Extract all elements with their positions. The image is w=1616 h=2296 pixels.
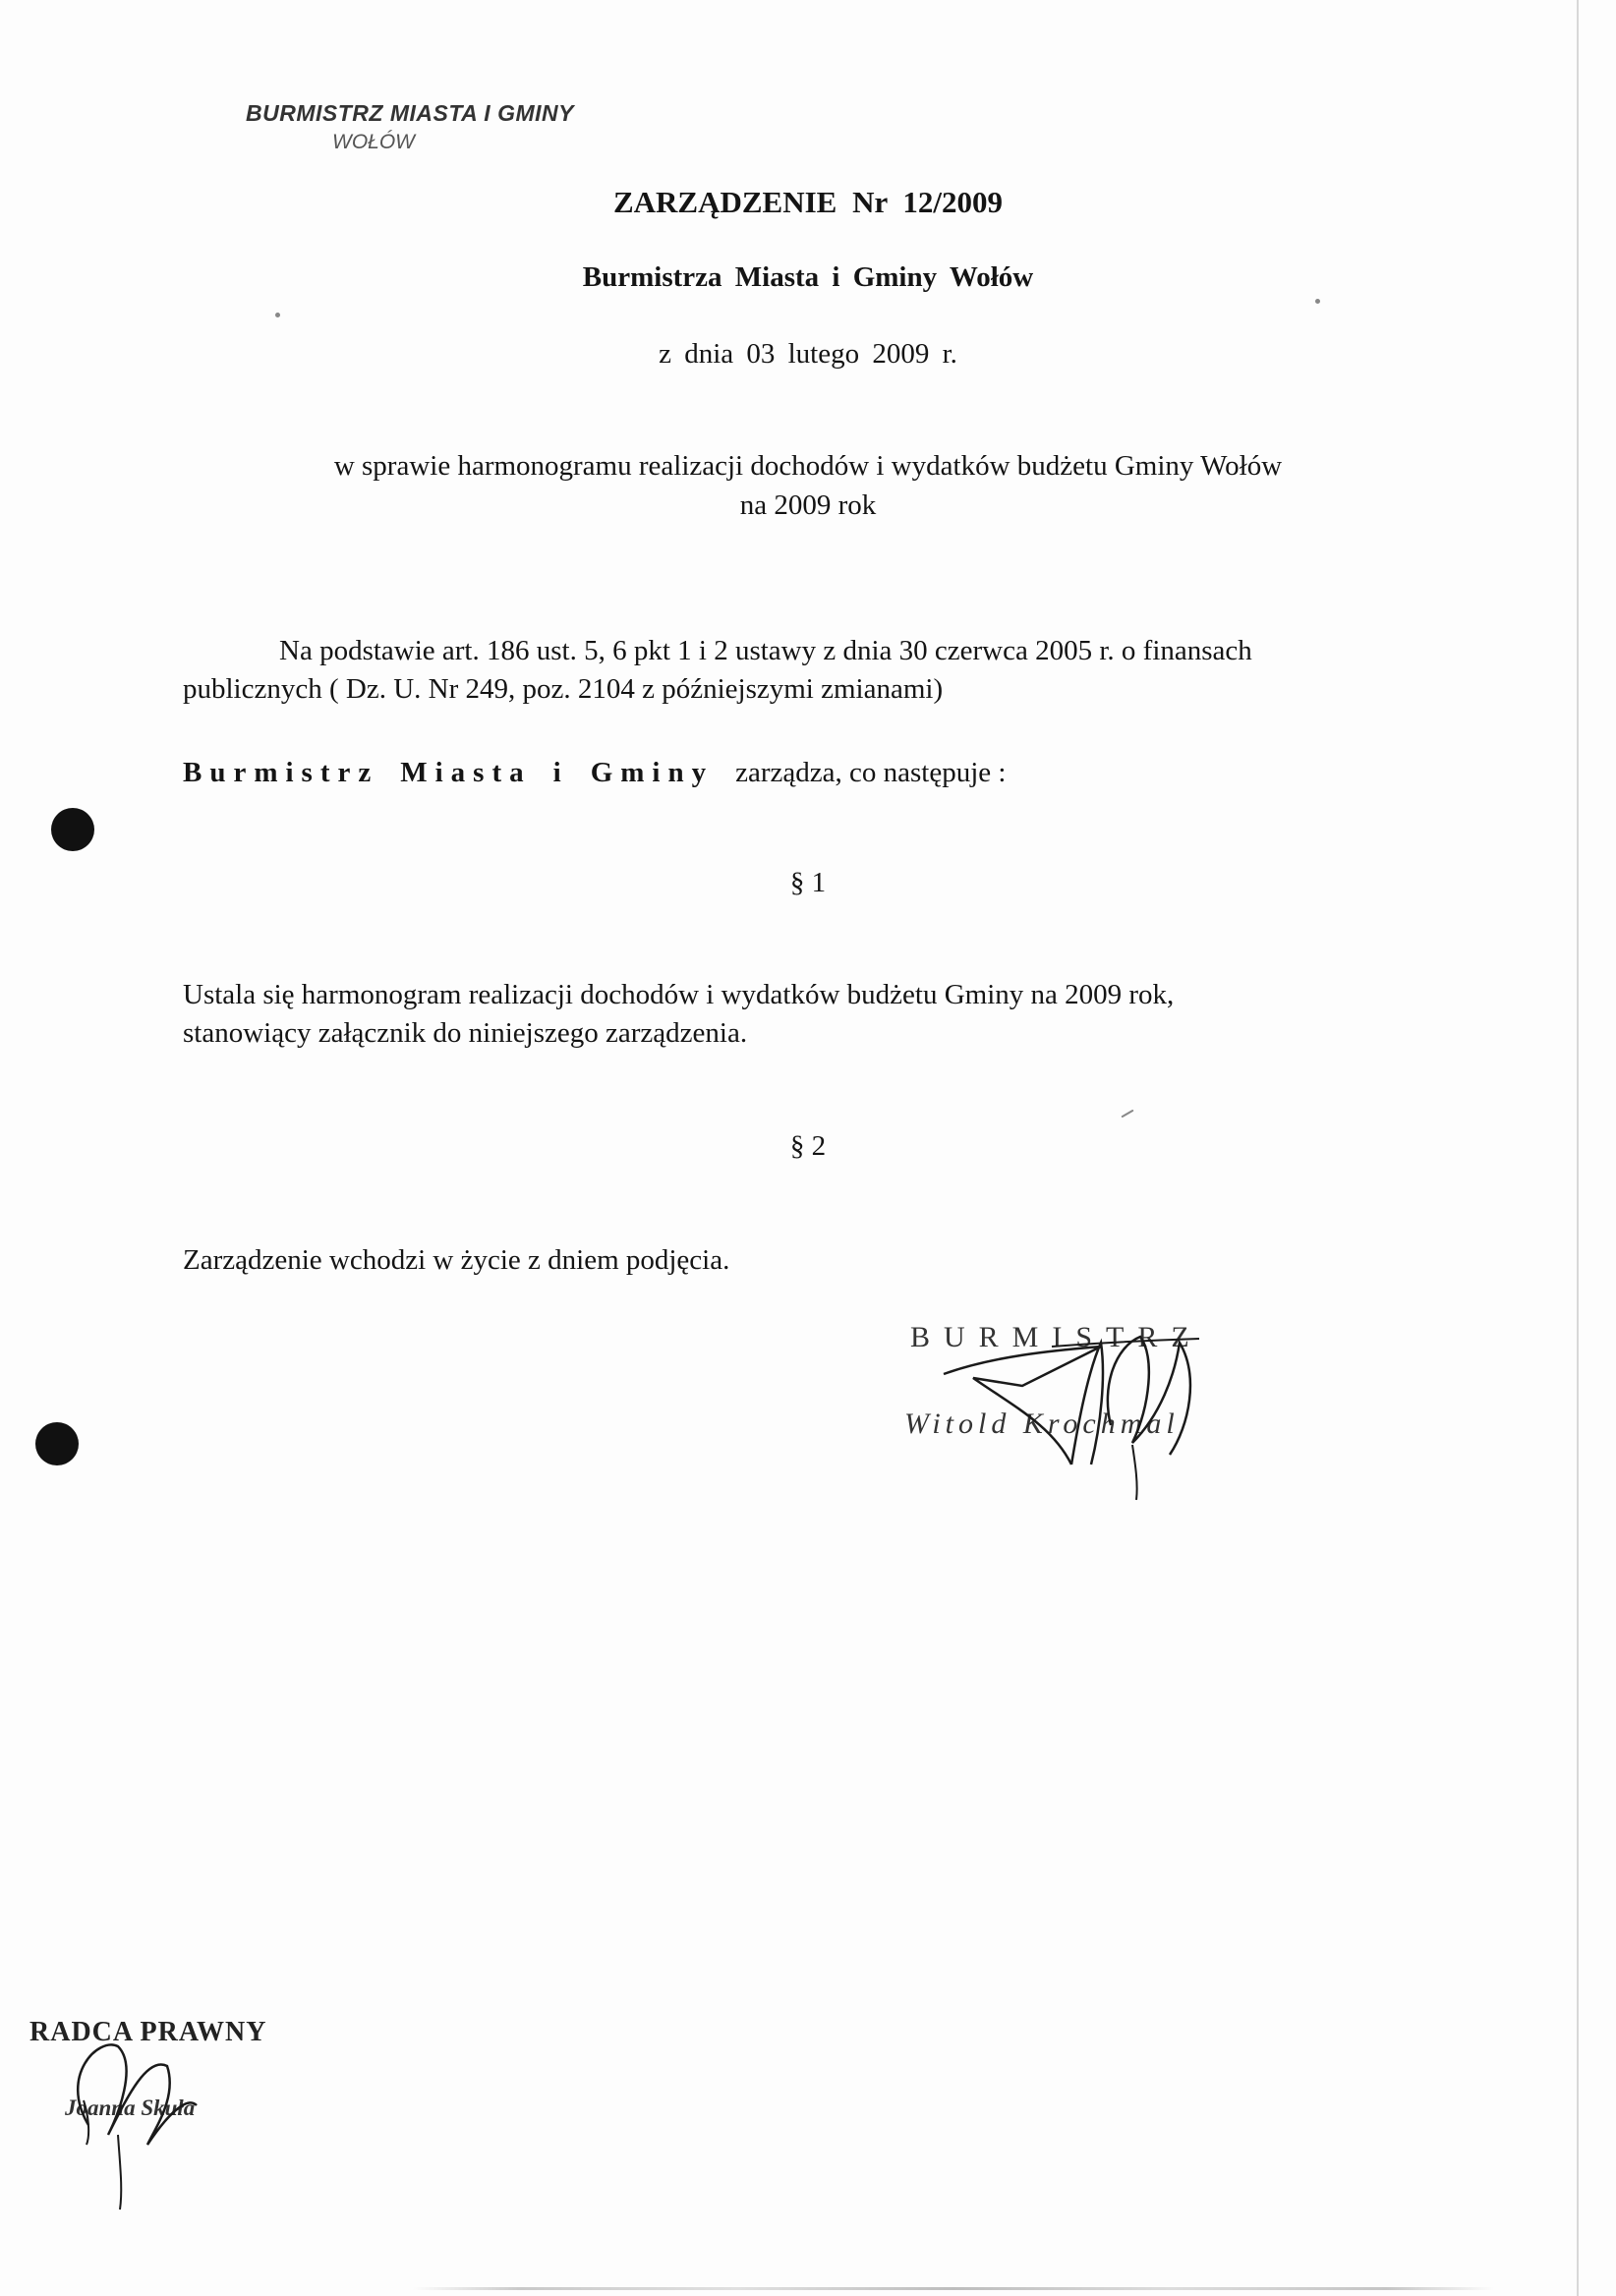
decree-word-miasta: Miasta bbox=[400, 757, 532, 788]
document-subject bbox=[0, 446, 1616, 525]
mayor-signature-stamp bbox=[904, 1317, 1258, 1504]
decree-rest: zarządza, co następuje : bbox=[735, 757, 1007, 788]
handwritten-signature-icon bbox=[904, 1317, 1258, 1504]
subject-line-1: w sprawie harmonogramu realizacji dochodów i wydatków budżetu Gminy Wołów bbox=[333, 450, 1283, 482]
punch-hole-lower bbox=[35, 1422, 79, 1465]
scan-speck bbox=[1315, 299, 1320, 304]
legal-basis-line-1: Na podstawie art. 186 ust. 5, 6 pkt 1 i 2 ustawy z dnia 30 czerwca 2005 r. o finansach bbox=[279, 635, 1252, 666]
legal-counsel-stamp bbox=[29, 2017, 344, 2213]
signature-name: Witold Krochmal bbox=[904, 1407, 1180, 1440]
section-2-line-1: Zarządzenie wchodzi w życie z dniem podjęcia. bbox=[183, 1244, 730, 1276]
document-title: ZARZĄDZENIE Nr 12/2009 bbox=[612, 185, 1004, 219]
section-2-text bbox=[183, 1241, 1461, 1280]
counsel-signature-icon bbox=[29, 2017, 344, 2213]
scan-bottom-artifact bbox=[413, 2287, 1494, 2290]
decree-word-i: i bbox=[552, 757, 569, 788]
stamp-office-name: BURMISTRZ MIASTA I GMINY bbox=[246, 100, 574, 126]
signature-title: BURMISTRZ bbox=[910, 1321, 1203, 1353]
punch-hole-upper bbox=[51, 808, 94, 851]
section-1-line-1: Ustala się harmonogram realizacji dochodów i wydatków budżetu Gminy na 2009 rok, bbox=[183, 979, 1175, 1010]
counsel-name: Joanna Skuła bbox=[65, 2095, 196, 2120]
decree-word-gminy: Gminy bbox=[590, 757, 715, 788]
section-1-text bbox=[183, 976, 1461, 1053]
decree-statement bbox=[183, 754, 1006, 792]
stamp-town-name: WOŁÓW bbox=[332, 131, 415, 154]
section-marker-1: § 1 bbox=[789, 867, 827, 898]
document-issuer: Burmistrza Miasta i Gminy Wołów bbox=[582, 261, 1034, 293]
legal-basis-line-2: publicznych ( Dz. U. Nr 249, poz. 2104 z późniejszymi zmianami) bbox=[183, 673, 944, 705]
decree-word-burmistrz: Burmistrz bbox=[183, 757, 379, 788]
scan-speck bbox=[1121, 1110, 1133, 1119]
counsel-title: RADCA PRAWNY bbox=[29, 2017, 267, 2047]
section-marker-2: § 2 bbox=[789, 1130, 827, 1162]
subject-line-2: na 2009 rok bbox=[739, 489, 877, 521]
document-date: z dnia 03 lutego 2009 r. bbox=[659, 338, 957, 370]
section-1-line-2: stanowiący załącznik do niniejszego zarządzenia. bbox=[183, 1017, 748, 1049]
legal-basis bbox=[183, 632, 1461, 709]
scan-speck bbox=[275, 313, 280, 317]
office-stamp bbox=[246, 98, 574, 156]
